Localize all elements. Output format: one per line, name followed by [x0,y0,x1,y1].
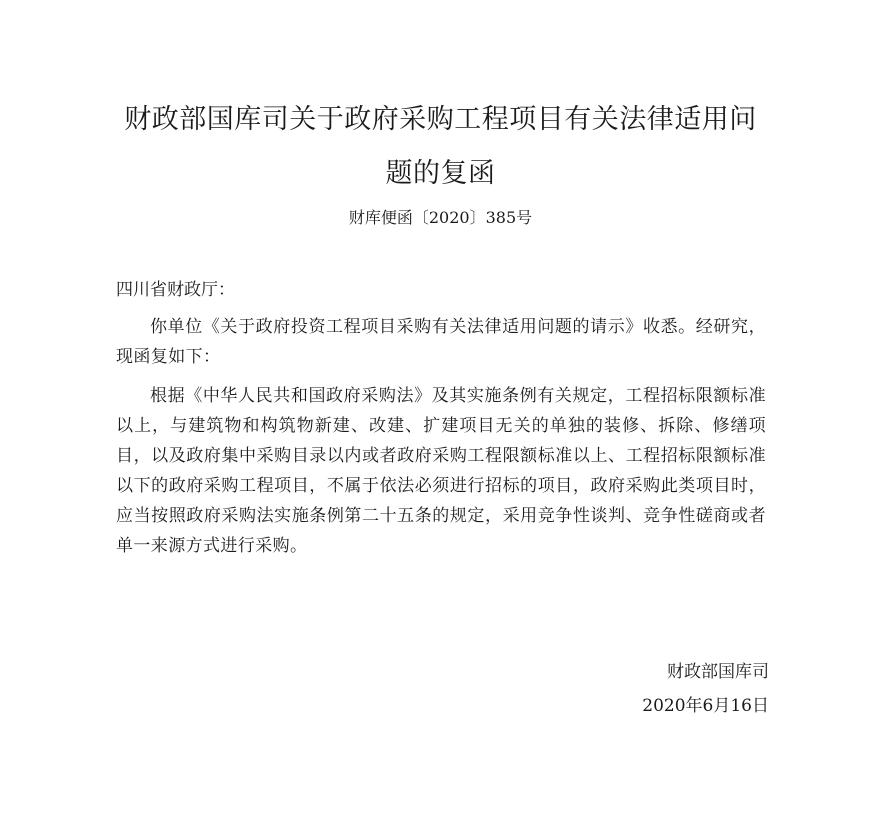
signature-date: 2020年6月16日 [642,696,769,716]
document-number: 财库便函〔2020〕385号 [348,208,533,227]
body-paragraph-1: 你单位《关于政府投资工程项目采购有关法律适用问题的请示》收悉。经研究，现函复如下： [116,317,766,367]
document-title-line-2: 题的复函 [385,158,496,189]
salutation: 四川省财政厅： [116,280,235,300]
document-title-line-1: 财政部国库司关于政府采购工程项目有关法律适用问 [124,104,757,135]
signature-organization: 财政部国库司 [667,662,769,682]
body-paragraph-2: 根据《中华人民共和国政府采购法》及其实施条例有关规定，工程招标限额标准以上，与建筑物和构筑物新建、改建、扩建项目无关的单独的装修、拆除、修缮项目，以及政府集中采购目录以内或者政府采购工程限额标准以上、工程招标限额标准以下的政府采购工程项目，不属于依法必须进行招标的项目，政府采购此类项目时，应当按照政府采购法实施条例第二十五条的规定，采用竞争性谈判、竞争性磋商或者单一来源方式进行采购。 [116,386,766,556]
